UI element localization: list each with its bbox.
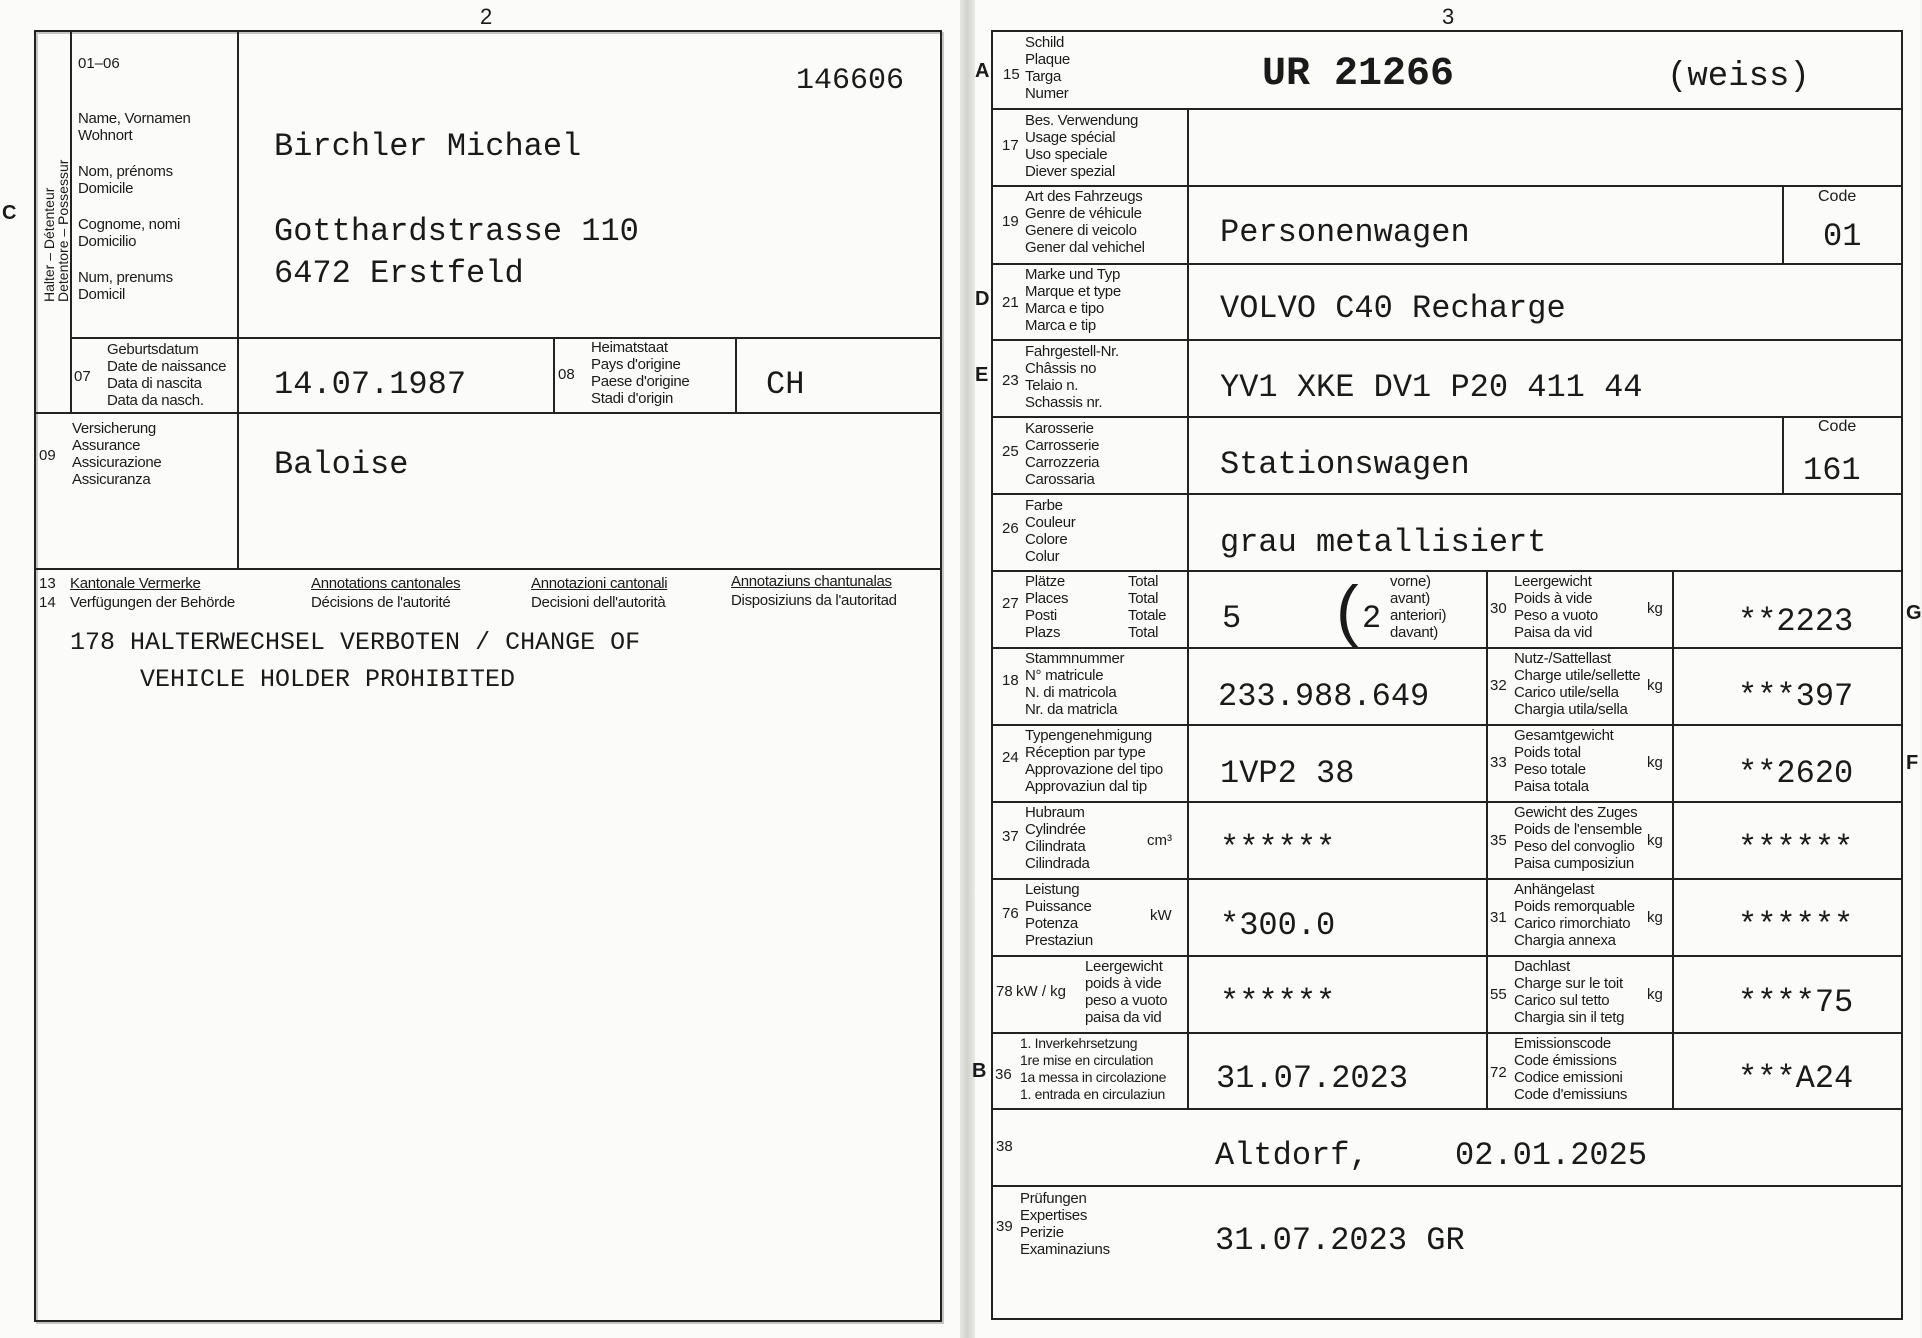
date-value: 02.01.2025 [1455,1137,1648,1174]
holder-field-code: 01–06 [78,55,120,72]
displacement-code: 37 [1002,828,1019,845]
first-reg-value: 31.07.2023 [1216,1060,1409,1097]
row-sep-5 [991,416,1903,418]
row-sep-1 [991,108,1903,110]
page-fold [960,0,975,1338]
row-sep-15 [991,1185,1903,1187]
place-date-code: 38 [996,1138,1013,1155]
type-code-value: 01 [1823,218,1862,255]
row-sep-2 [991,185,1903,187]
seats-value: 5 [1222,600,1242,637]
origin-divider [553,337,555,412]
color-label: Farbe Couleur Colore Colur [1025,497,1076,565]
type-approval-code: 24 [1002,749,1019,766]
margin-mark-g: G [1906,602,1922,624]
plate-code: 15 [1003,66,1020,83]
seats-bracket-open: ( [1336,572,1359,648]
inspections-label: Prüfungen Expertises Perizie Examinaziuns [1020,1190,1110,1258]
origin-code: 08 [558,366,575,383]
annotation-text-line-2: VEHICLE HOLDER PROHIBITED [140,665,516,694]
annotation-14-rm: Disposiziuns da l'autoritad [731,592,897,609]
power-ratio-value: ****** [1220,984,1336,1021]
seats-label: Plätze Places Posti Plazs [1025,573,1069,641]
page-number-left: 2 [480,4,493,29]
row-sep-14 [991,1108,1903,1110]
annotation-13-it: Annotazioni cantonali [531,575,668,592]
annotation-14-de: Verfügungen der Behörde [70,594,235,611]
body-code-value: 161 [1803,452,1861,489]
payload-label: Nutz-/Sattellast Charge utile/sellette Carico utile/sella Chargia utila/sella [1514,650,1641,718]
train-weight-unit: kg [1647,832,1663,849]
power-label: Leistung Puissance Potenza Prestaziun [1025,881,1093,949]
master-no-code: 18 [1002,672,1019,689]
make-value: VOLVO C40 Recharge [1220,290,1566,327]
first-reg-code: 36 [995,1066,1012,1083]
annotations-top [34,568,942,570]
train-weight-label: Gewicht des Zuges Poids de l'ensemble Peso del convoglio Paisa cumposiziun [1514,804,1643,872]
holder-label-de: Name, Vornamen Wohnort [78,110,191,144]
row-sep-10 [991,801,1903,803]
chassis-value: YV1 XKE DV1 P20 411 44 [1220,369,1643,406]
trailer-load-label: Anhängelast Poids remorquable Carico rimorchiato Chargia annexa [1514,881,1635,949]
row-sep-7 [991,570,1903,572]
empty-weight-value: **2223 [1738,603,1854,640]
total-weight-code: 33 [1490,754,1507,771]
row-sep-4 [991,339,1903,341]
inspections-value: 31.07.2023 GR [1215,1222,1465,1259]
type-approval-value: 1VP2 38 [1220,755,1355,792]
power-code: 76 [1002,905,1019,922]
total-weight-unit: kg [1647,754,1663,771]
annotation-13-fr: Annotations cantonales [311,575,461,592]
annotation-13-de: Kantonale Vermerke [70,575,201,592]
type-code-label: Code [1818,188,1857,205]
birth-date: 14.07.1987 [274,366,467,403]
seats-total-label: Total Total Totale Total [1128,573,1167,641]
insurance-code: 09 [39,447,56,464]
holder-side-label-2: Detentore – Possessur [55,159,71,302]
total-weight-value: **2620 [1738,755,1854,792]
total-weight-label: Gesamtgewicht Poids total Peso totale Paisa totala [1514,727,1614,795]
row-sep-9 [991,724,1903,726]
margin-mark-b: B [972,1060,987,1082]
roof-load-unit: kg [1647,986,1663,1003]
holder-label-divider [237,30,239,570]
holder-label-rm: Num, prenums Domicil [78,269,173,303]
make-code: 21 [1002,294,1019,311]
right-split-divider [1486,570,1488,1108]
empty-weight-unit: kg [1647,600,1663,617]
plate-number: UR 21266 [1262,52,1455,97]
birth-code: 07 [74,368,91,385]
page-number-right: 3 [1442,4,1455,29]
payload-code: 32 [1490,677,1507,694]
emission-value: ***A24 [1738,1060,1854,1097]
color-value: grau metallisiert [1220,524,1547,561]
margin-mark-e: E [975,364,989,386]
emission-label: Emissionscode Code émissions Codice emissioni Code d'emissiuns [1514,1035,1628,1103]
margin-mark-a: A [975,60,990,82]
insurance-value: Baloise [274,446,409,483]
holder-street: Gotthardstrasse 110 [274,213,639,250]
holder-label-it: Cognome, nomi Domicilio [78,216,180,250]
row-sep-6 [991,493,1903,495]
plate-label: Schild Plaque Targa Numer [1025,34,1070,102]
annotation-code-13: 13 [39,575,56,592]
displacement-unit: cm³ [1147,832,1172,849]
trailer-load-code: 31 [1490,909,1507,926]
holder-name: Birchler Michael [274,128,582,165]
holder-side-label-1: Halter – Détenteur [41,187,57,302]
insurance-label: Versicherung Assurance Assicurazione Assicuranza [72,420,162,488]
first-reg-label: 1. Inverkehrsetzung 1re mise en circulation 1a messa in circolazione 1. entrada en circulaziun [1020,1035,1167,1102]
annotation-13-rm: Annotaziuns chantunalas [731,573,892,590]
trailer-load-unit: kg [1647,909,1663,926]
power-ratio-code: 78 [996,983,1013,1000]
color-code: 26 [1002,520,1019,537]
inspections-code: 39 [996,1218,1013,1235]
special-use-label: Bes. Verwendung Usage spécial Uso speciale Diever spezial [1025,112,1139,180]
birth-row-top [70,337,942,339]
displacement-value: ****** [1220,830,1336,867]
body-code-label: Code [1818,418,1857,435]
body-code: 25 [1002,443,1019,460]
birth-label: Geburtsdatum Date de naissance Data di nascita Data da nasch. [107,341,227,409]
master-no-value: 233.988.649 [1218,678,1430,715]
power-value: *300.0 [1220,907,1336,944]
make-label: Marke und Typ Marque et type Marca e tipo Marca e tip [1025,266,1121,334]
power-ratio-unit: kW / kg [1016,983,1067,1000]
payload-value: ***397 [1738,678,1854,715]
origin-value-divider [735,337,737,412]
seats-code: 27 [1002,595,1019,612]
holder-number: 146606 [796,64,905,98]
special-use-code: 17 [1002,137,1019,154]
chassis-code: 23 [1002,372,1019,389]
plate-color: (weiss) [1667,58,1810,96]
body-code-divider [1782,416,1784,493]
chassis-label: Fahrgestell-Nr. Châssis no Telaio n. Schassis nr. [1025,343,1119,411]
row-sep-3 [991,263,1903,265]
type-label: Art des Fahrzeugs Genre de véhicule Genere di veicolo Gener dal vehichel [1025,188,1145,256]
origin-value: CH [766,366,805,403]
annotation-14-it: Decisioni dell'autorità [531,594,666,611]
train-weight-code: 35 [1490,832,1507,849]
holder-label-fr: Nom, prénoms Domicile [78,163,173,197]
power-ratio-label: Leergewicht poids à vide peso a vuoto paisa da vid [1085,958,1168,1026]
vehicle-type: Personenwagen [1220,214,1470,251]
margin-mark-c: C [2,202,17,224]
row-sep-13 [991,1032,1903,1034]
body-value: Stationswagen [1220,446,1470,483]
master-no-label: Stammnummer N° matricule N. di matricola Nr. da matricla [1025,650,1125,718]
trailer-load-value: ****** [1738,907,1854,944]
type-code: 19 [1002,213,1019,230]
right-label-divider [1187,108,1189,1108]
row-sep-12 [991,955,1903,957]
seats-front-label: vorne) avant) anteriori) davant) [1390,573,1447,641]
type-approval-label: Typengenehmigung Réception par type Approvazione del tipo Approvaziun dal tip [1025,727,1163,795]
annotation-text-line-1: 178 HALTERWECHSEL VERBOTEN / CHANGE OF [70,628,641,657]
roof-load-code: 55 [1490,986,1507,1003]
train-weight-value: ****** [1738,830,1854,867]
right-value-divider [1672,570,1674,1108]
margin-mark-d: D [975,288,990,310]
empty-weight-label: Leergewicht Poids à vide Peso a vuoto Paisa da vid [1514,573,1598,641]
holder-city: 6472 Erstfeld [274,255,524,292]
annotation-code-14: 14 [39,594,56,611]
displacement-label: Hubraum Cylindrée Cilindrata Cilindrada [1025,804,1090,872]
place-value: Altdorf, [1215,1137,1369,1174]
annotation-14-fr: Décisions de l'autorité [311,594,451,611]
row-sep-11 [991,878,1903,880]
payload-unit: kg [1647,677,1663,694]
empty-weight-code: 30 [1490,600,1507,617]
type-code-divider [1782,185,1784,263]
body-label: Karosserie Carrosserie Carrozzeria Carossaria [1025,420,1100,488]
origin-label: Heimatstaat Pays d'origine Paese d'origine Stadi d'origin [591,339,690,407]
emission-code: 72 [1490,1064,1507,1081]
roof-load-value: ****75 [1738,984,1854,1021]
power-unit: kW [1150,907,1172,924]
margin-mark-f: F [1906,752,1919,774]
insurance-row-top [34,412,942,414]
row-sep-8 [991,647,1903,649]
seats-front-value: 2 [1362,600,1382,637]
roof-load-label: Dachlast Charge sur le toit Carico sul tetto Chargia sin il tetg [1514,958,1625,1026]
